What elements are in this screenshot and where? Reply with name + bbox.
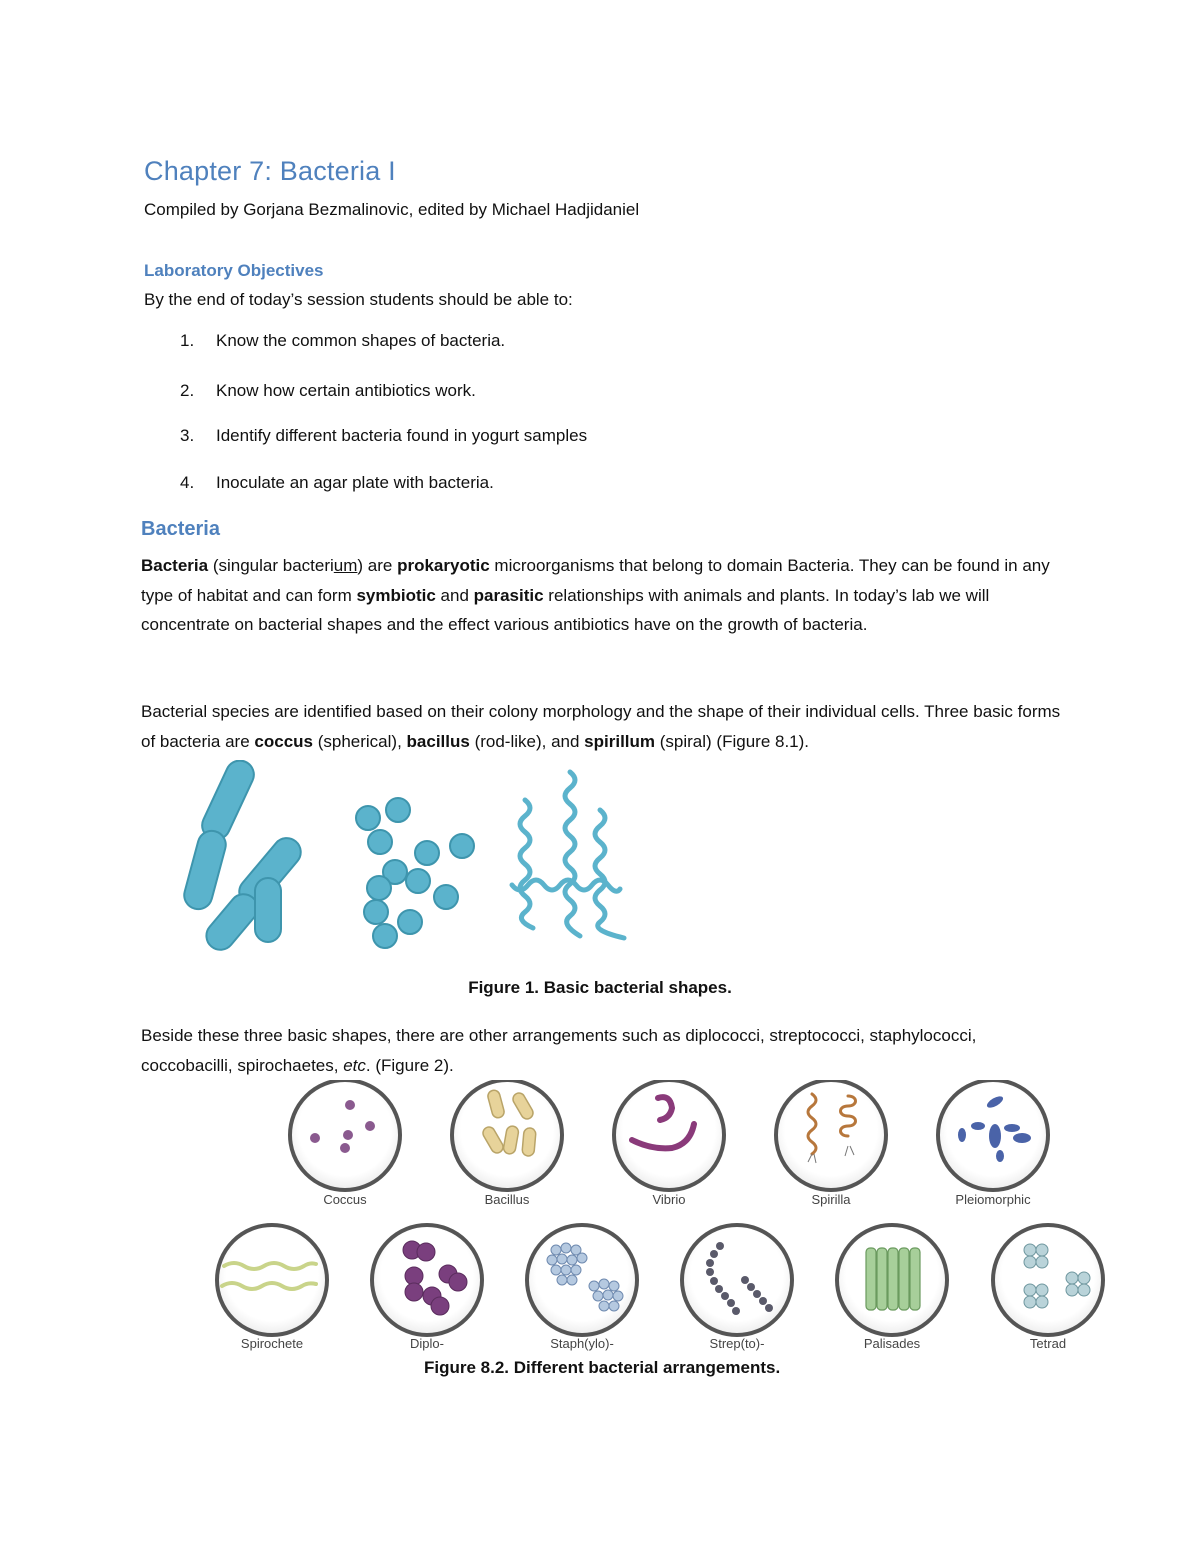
objective-item: [180, 473, 494, 493]
objective-text: Know the common shapes of bacteria.: [216, 331, 506, 350]
text-run: Beside these three basic shapes, there are other arrangements such as diplococci, streptococci, staphylococci, coccobacilli, spirochaetes,: [141, 1026, 977, 1075]
diplo-tile: [372, 1225, 482, 1351]
compiled-by-line: Compiled by Gorjana Bezmalinovic, edited by Michael Hadjidaniel: [144, 200, 640, 219]
tile-label: Strep(to)-: [709, 1336, 765, 1351]
list-number: 3.: [180, 426, 195, 445]
text-run: (rod-like), and: [469, 731, 585, 751]
bacteria-paragraph-2: [141, 697, 1071, 756]
text-run: and: [435, 585, 474, 605]
figure-1-caption: Figure 1. Basic bacterial shapes.: [468, 978, 732, 997]
tile-label: Coccus: [323, 1192, 367, 1207]
text-run: (singular bacteri: [208, 556, 334, 575]
spirilla-tile: [776, 1080, 886, 1207]
objectives-intro: By the end of today’s session students should be able to:: [144, 290, 573, 309]
term-symbiotic: symbiotic: [356, 585, 436, 605]
term-spirillum: spirillum: [584, 731, 656, 751]
list-number: 4.: [180, 473, 195, 492]
tile-label: Spirochete: [240, 1336, 304, 1351]
tile-label: Staph(ylo)-: [550, 1336, 614, 1351]
text-run: ) are: [357, 556, 398, 575]
figure-1-illustration: [170, 760, 670, 960]
text-run: relationships with animals and plants. In today’s lab we will concentrate on bacterial shapes and the effect various antibiotics have on the growth of bacteria.: [141, 585, 990, 634]
underlined-text: um: [333, 556, 358, 575]
tile-label: Pleiomorphic: [955, 1192, 1031, 1207]
tile-label: Tetrad: [1029, 1336, 1067, 1351]
text-run: microorganisms that belong to domain Bacteria. They can be found in any type of habitat and can form: [141, 556, 1050, 605]
pleiomorphic-tile: [938, 1080, 1048, 1207]
figure-2-caption: Figure 8.2. Different bacterial arrangements.: [424, 1358, 781, 1377]
tetrad-tile: [993, 1225, 1103, 1351]
term-bacteria: Bacteria: [141, 556, 209, 575]
list-number: 2.: [180, 381, 195, 400]
coccus-tile: [290, 1080, 400, 1207]
text-run: (spiral) (Figure 8.1).: [655, 731, 810, 751]
bacillus-group: [181, 760, 306, 956]
chapter-title: Chapter 7: Bacteria I: [144, 156, 396, 186]
staph-tile: [527, 1225, 637, 1351]
objective-text: Inoculate an agar plate with bacteria.: [216, 473, 494, 492]
list-number: 1.: [180, 331, 195, 350]
objective-item: [180, 381, 476, 401]
bacteria-paragraph-3: [141, 1021, 1071, 1080]
objective-item: [180, 331, 505, 351]
strep-tile: [682, 1225, 792, 1351]
palisades-tile: [837, 1225, 947, 1351]
bacteria-paragraph-1: [141, 551, 1071, 640]
objective-item: [180, 426, 587, 446]
term-parasitic: parasitic: [473, 585, 544, 605]
italic-etc: etc: [343, 1055, 366, 1075]
spirochete-tile: [217, 1225, 327, 1351]
spirillum-group: [512, 772, 624, 938]
coccus-group: [356, 798, 474, 948]
bacillus-tile: [452, 1080, 562, 1207]
tile-label: Vibrio: [652, 1192, 686, 1207]
tile-label: Diplo-: [410, 1336, 444, 1351]
term-bacillus: bacillus: [406, 731, 470, 751]
text-run: Bacterial species are identified based on their colony morphology and the shape of their individual cells. Three basic forms of bacteria are: [141, 702, 1061, 751]
tile-label: Spirilla: [811, 1192, 851, 1207]
vibrio-tile: [614, 1080, 724, 1207]
tile-label: Palisades: [863, 1336, 921, 1351]
figure-2-illustration: [200, 1080, 1130, 1360]
objectives-heading: Laboratory Objectives: [144, 261, 324, 280]
term-prokaryotic: prokaryotic: [397, 556, 490, 575]
objective-text: Know how certain antibiotics work.: [216, 381, 476, 400]
term-coccus: coccus: [254, 731, 313, 751]
bacteria-heading: Bacteria: [141, 518, 220, 540]
tile-label: Bacillus: [484, 1192, 530, 1207]
objective-text: Identify different bacteria found in yogurt samples: [216, 426, 588, 445]
text-run: . (Figure 2).: [365, 1055, 454, 1075]
text-run: (spherical),: [313, 731, 407, 751]
